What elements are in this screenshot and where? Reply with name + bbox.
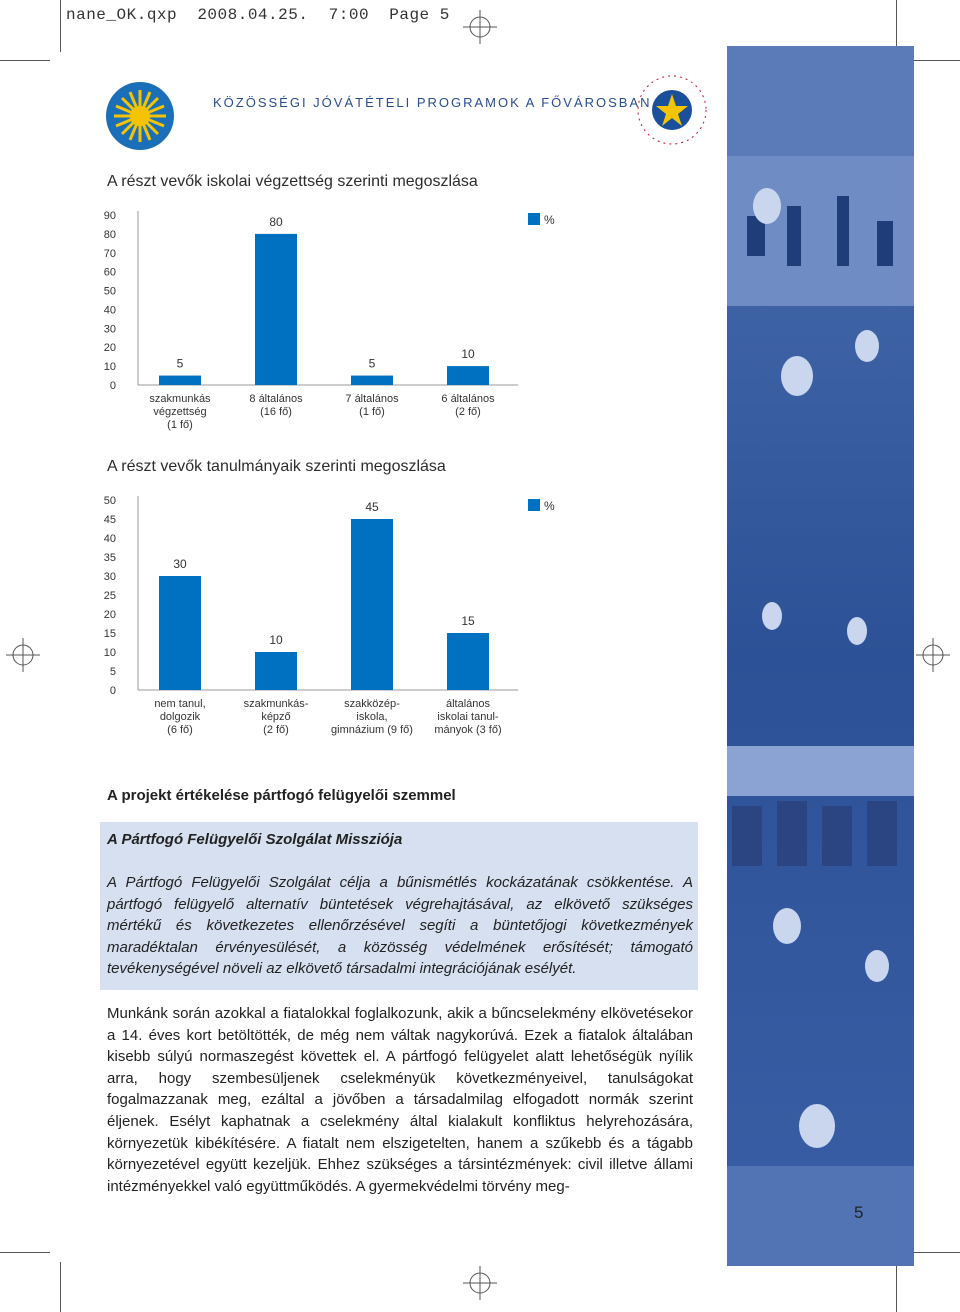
y-tick-label: 30 — [103, 323, 116, 336]
data-label: 80 — [269, 214, 283, 229]
x-category-label: általános — [445, 698, 491, 710]
x-category-label: iskolai tanul- — [437, 711, 499, 723]
x-category-label: nem tanul, — [154, 698, 206, 710]
bar — [351, 519, 393, 690]
legend-label: % — [544, 499, 555, 513]
crop-mark — [896, 1262, 897, 1312]
x-category-label: szakmunkás- — [243, 698, 309, 710]
body-paragraph: Munkánk során azokkal a fiatalokkal foglalkozunk, akik a bűncselekmény elkövetésekor a 14. éves kort betöltötték, de még nem váltak nagykorúvá. Ezek a fiatalok általában kisebb súlyú normaszegést követtek el. A pártfogó felügyelet alatt lehetőségük nyílik arra, hogy szembesüljenek cselekményük következményeivel, tanulságokat fogalmazzanak meg, ezáltal a jövőben a társadalmilag elfogadott normák szerint éljenek. Esélyt kaphatnak a cselekmény által kialakult konfliktus helyrehozására, környezetük kibékítésére. A fiatalt nem elszigetelten, hanem a szűkebb és a tágabb környezetével együtt kezeljük. Ehhez szükséges a társintézmények: civil illetve állami intézményekkel való együttműködés. A gyermekvédelmi törvény meg- — [107, 1005, 693, 1195]
crop-mark — [906, 1252, 960, 1253]
y-tick-label: 0 — [109, 685, 116, 697]
registration-mark-icon — [463, 10, 497, 44]
crop-mark — [0, 1252, 50, 1253]
legend-swatch — [528, 499, 540, 511]
x-category-label: szakközép- — [344, 698, 400, 710]
y-tick-label: 20 — [103, 609, 116, 621]
x-category-label: szakmunkás — [149, 393, 211, 405]
crop-mark — [896, 0, 897, 52]
program-title: KÖZÖSSÉGI JÓVÁTÉTELI PROGRAMOK A FŐVÁROSBAN — [213, 95, 652, 110]
x-category-label: iskola, — [356, 711, 388, 723]
x-category-label: 8 általános — [249, 393, 303, 405]
data-label: 10 — [269, 633, 283, 647]
x-category-label: végzettség — [153, 406, 207, 418]
x-category-label: (1 fő) — [359, 406, 385, 418]
y-tick-label: 60 — [103, 266, 116, 279]
x-category-label: dolgozik — [159, 711, 201, 723]
y-tick-label: 10 — [103, 361, 116, 374]
print-slug: nane_OK.qxp 2008.04.25. 7:00 Page 5 — [66, 6, 450, 24]
photo-collage — [727, 46, 914, 1266]
y-tick-label: 0 — [109, 380, 116, 392]
chart-2-title: A részt vevők tanulmányaik szerinti megoszlása — [107, 458, 446, 475]
y-tick-label: 10 — [103, 647, 116, 659]
x-category-label: 7 általános — [345, 393, 399, 405]
igazsagugyi-hivatal-seal-icon — [636, 74, 708, 146]
sun-logo-icon — [104, 80, 176, 152]
y-tick-label: 40 — [103, 533, 116, 545]
y-tick-label: 50 — [103, 285, 116, 298]
bar — [159, 576, 201, 690]
mission-title: A Pártfogó Felügyelői Szolgálat Missziója — [107, 831, 403, 848]
x-category-label: (1 fő) — [167, 419, 193, 431]
mission-text: A Pártfogó Felügyelői Szolgálat célja a bűnismétlés kockázatának csökkentése. A pártfogó felügyelő alternatív büntetések végrehajtásával, az elkövető szükséges mértékű és következetes ellenőrzésével segíti a büntetőjogi következmények maradéktalan érvényesülését, a közösség védelmének erősítését; támogató tevékenységével növeli az elkövető társadalmi integrációjának esélyét. — [107, 874, 693, 978]
crop-mark — [60, 0, 61, 52]
chart-education — [100, 205, 520, 435]
legend-label: % — [544, 213, 555, 227]
x-category-label: (2 fő) — [455, 406, 481, 418]
y-tick-label: 20 — [103, 342, 116, 355]
y-tick-label: 50 — [103, 495, 116, 507]
x-category-label: gimnázium (9 fő) — [331, 724, 413, 736]
bar — [255, 234, 297, 385]
page-number: 5 — [854, 1203, 864, 1222]
data-label: 10 — [461, 347, 475, 362]
bar — [351, 376, 393, 385]
chart-studies — [100, 490, 520, 740]
bar — [447, 366, 489, 385]
x-category-label: 6 általános — [441, 393, 495, 405]
bar — [255, 652, 297, 690]
x-category-label: mányok (3 fő) — [434, 724, 502, 736]
registration-mark-icon — [463, 1266, 497, 1300]
crop-mark — [0, 60, 50, 61]
data-label: 45 — [365, 500, 379, 514]
x-category-label: képző — [261, 711, 291, 723]
data-label: 5 — [368, 356, 376, 371]
y-tick-label: 15 — [103, 628, 116, 640]
x-category-label: (2 fő) — [263, 724, 289, 736]
y-tick-label: 70 — [103, 247, 116, 260]
data-label: 5 — [176, 356, 184, 371]
mission-box — [100, 822, 698, 990]
data-label: 30 — [173, 557, 187, 571]
bar — [159, 376, 201, 385]
chart-2-legend — [528, 499, 555, 513]
x-category-label: (16 fő) — [260, 406, 292, 418]
y-tick-label: 35 — [103, 552, 116, 564]
crop-mark — [906, 60, 960, 61]
bar — [447, 633, 489, 690]
chart-1-title: A részt vevők iskolai végzettség szerinti megoszlása — [107, 173, 478, 190]
chart-1-legend — [528, 213, 555, 227]
data-label: 15 — [461, 614, 475, 628]
y-tick-label: 90 — [103, 210, 116, 222]
registration-mark-icon — [6, 638, 40, 672]
y-tick-label: 5 — [109, 666, 116, 678]
y-tick-label: 25 — [103, 590, 116, 602]
y-tick-label: 30 — [103, 571, 116, 583]
y-tick-label: 80 — [103, 228, 116, 241]
section-heading: A projekt értékelése pártfogó felügyelői szemmel — [107, 787, 456, 804]
y-tick-label: 45 — [103, 514, 116, 526]
x-category-label: (6 fő) — [167, 724, 193, 736]
y-tick-label: 40 — [103, 304, 116, 317]
legend-swatch — [528, 213, 540, 225]
crop-mark — [60, 1262, 61, 1312]
registration-mark-icon — [916, 638, 950, 672]
